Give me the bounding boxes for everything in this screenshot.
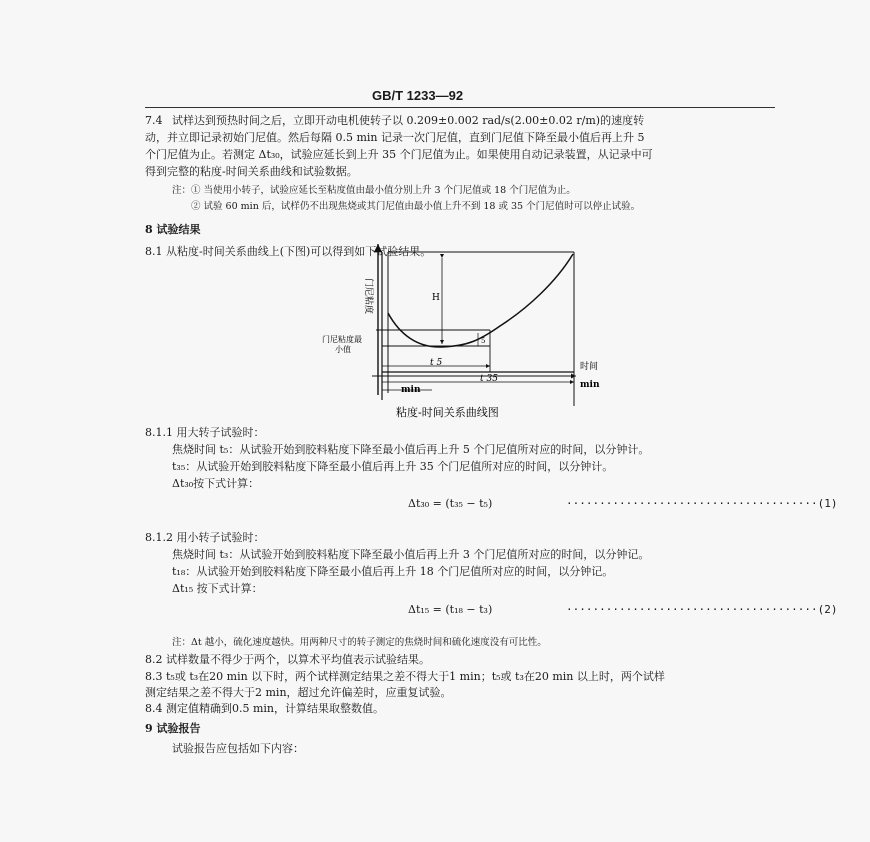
s8-3-line1: 8.3 t₅或 t₃在20 min 以下时，两个试样测定结果之差不得大于1 min；t₅或 t₃在20 min 以上时，两个试样: [145, 670, 665, 683]
formula-2: Δt₁₅ = (t₁₈ − t₃): [408, 603, 493, 616]
s8-4: 8.4 测定值精确到0.5 min，计算结果取整数值。: [145, 702, 385, 715]
h-label: H: [432, 293, 440, 303]
s9-line1: 试验报告应包括如下内容：: [172, 742, 304, 755]
doc-code-header: GB/T 1233—92: [372, 88, 464, 103]
s8-1-1-line1: 焦烧时间 t₅：从试验开始到胶料粘度下降至最小值后再上升 5 个门尼值所对应的时间，以分钟计。: [172, 443, 650, 456]
x-unit-left: min: [401, 385, 421, 395]
t35-label: t 35: [480, 374, 498, 384]
s8-1-1-title: 8.1.1 用大转子试验时：: [145, 426, 265, 439]
s8-title: 8 试验结果: [145, 223, 201, 236]
y-axis-label: 门尼粘度: [363, 278, 373, 315]
s7-4-note1: 注：① 当使用小转子，试验应延长至粘度值由最小值分别上升 3 个门尼值或 18 个门尼值为止。: [172, 185, 576, 196]
min-label-1: 门尼粘度最: [322, 335, 362, 344]
small-rise-label: 5: [481, 337, 486, 345]
s8-1-1-line3: Δt₃₀按下式计算：: [172, 477, 260, 490]
s8-1-2-line2: t₁₈：从试验开始到胶料粘度下降至最小值后再上升 18 个门尼值所对应的时间，以分钟记。: [172, 565, 614, 578]
s7-4-note2: ② 试验 60 min 后，试样仍不出现焦烧或其门尼值由最小值上升不到 18 或 35 个门尼值时可以停止试验。: [191, 201, 641, 212]
s7-4-num: 7.4: [145, 114, 163, 127]
s8-1-2-line3: Δt₁₅ 按下式计算：: [172, 582, 263, 595]
equation-number-1: ······································(1): [566, 497, 838, 510]
s9-title: 9 试验报告: [145, 722, 201, 735]
s8-1-2-title: 8.1.2 用小转子试验时：: [145, 531, 265, 544]
s7-4-line2: 动，并立即记录初始门尼值。然后每隔 0.5 min 记录一次门尼值，直到门尼值下降至最小值后再上升 5: [145, 131, 645, 144]
s8-1-2-line1: 焦烧时间 t₃：从试验开始到胶料粘度下降至最小值后再上升 3 个门尼值所对应的时间，以分钟记。: [172, 548, 650, 561]
min-label-2: 小值: [335, 345, 351, 354]
t5-label: t 5: [430, 358, 443, 368]
s8-1-1-line2: t₃₅：从试验开始到胶料粘度下降至最小值后再上升 35 个门尼值所对应的时间，以分钟计。: [172, 460, 614, 473]
s8-2: 8.2 试样数量不得少于两个，以算术平均值表示试验结果。: [145, 653, 430, 666]
note-dt: 注：Δt 越小，硫化速度越快。用两种尺寸的转子测定的焦烧时间和硫化速度没有可比性。: [172, 637, 547, 648]
s7-4-line4: 得到完整的粘度-时间关系曲线和试验数据。: [145, 165, 358, 178]
s8-3-line2: 测定结果之差不得大于2 min，超过允许偏差时，应重复试验。: [145, 686, 452, 699]
s7-4-line3: 个门尼值为止。若测定 Δt₃₀，试验应延长到上升 35 个门尼值为止。如果使用自动记录装置，从记录中可: [145, 148, 653, 161]
viscosity-curve: [388, 254, 573, 347]
s8-1-text: 8.1 从粘度-时间关系曲线上(下图)可以得到如下试验结果。: [145, 245, 432, 258]
x-unit-right: min: [580, 380, 600, 390]
s7-4-line1: 试样达到预热时间之后，立即开动电机使转子以 0.209±0.002 rad/s(2.00±0.02 r/m)的速度转: [172, 114, 645, 127]
equation-number-2: ······································(2): [566, 603, 838, 616]
formula-1: Δt₃₀ = (t₃₅ − t₅): [408, 497, 493, 510]
x-axis-label: 时间: [580, 362, 599, 372]
chart-caption: 粘度-时间关系曲线图: [396, 406, 499, 419]
